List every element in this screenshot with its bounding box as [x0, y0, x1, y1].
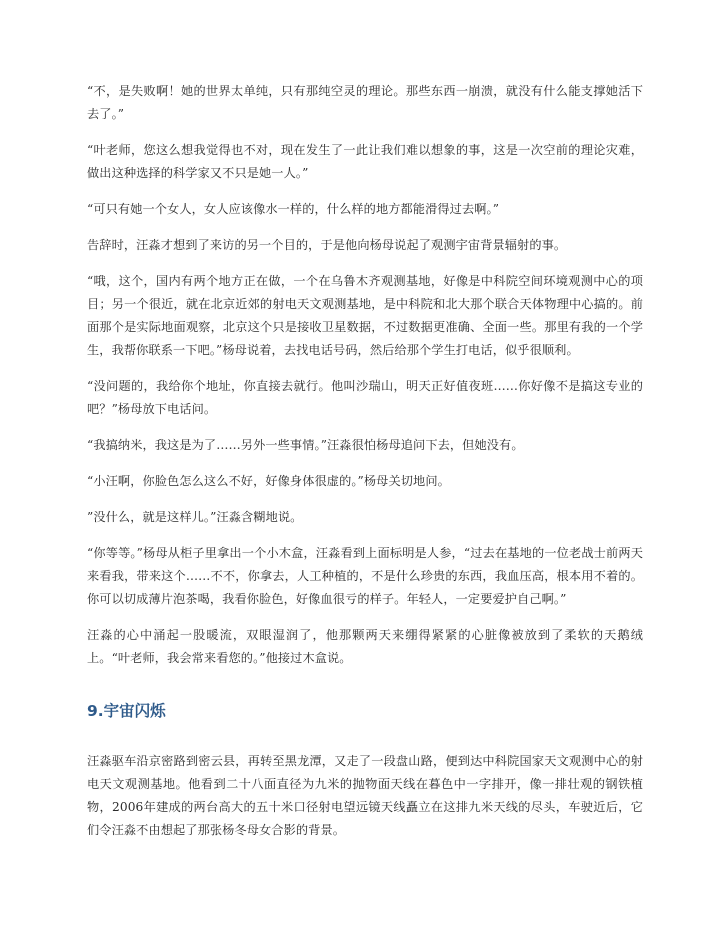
paragraph: “叶老师，您这么想我觉得也不对，现在发生了一此让我们难以想象的事，这是一次空前的理论灾难，做出这种选择的科学家又不只是她一人。”	[87, 143, 643, 180]
paragraph: “哦，这个，国内有两个地方正在做，一个在乌鲁木齐观测基地，好像是中科院空间环境观测中心的项目；另一个很近，就在北京近郊的射电天文观测基地，是中科院和北大那个联合天体物理中心搞的。前面那个是实际地面观察，北京这个只是接收卫星数据，不过数据更准确、全面一些。那里有我的一个学生，我帮你联系一下吧。”杨母说着，去找电话号码，然后给那个学生打电话，似乎很顺利。	[87, 274, 643, 357]
chapter-section	[87, 700, 643, 842]
paragraph: “你等等。”杨母从柜子里拿出一个小木盒，汪淼看到上面标明是人参，“过去在基地的一位老战士前两天来看我，带来这个……不不，你拿去，人工种植的，不是什么珍贵的东西，我血压高，根本用不着的。你可以切成薄片泡茶喝，我看你脸色，好像血很亏的样子。年轻人，一定要爱护自己啊。”	[87, 546, 643, 606]
paragraph: “小汪啊，你脸色怎么这么不好，好像身体很虚的。”杨母关切地问。	[87, 474, 450, 488]
paragraph: ”没什么，就是这样儿。”汪淼含糊地说。	[87, 510, 303, 524]
paragraph: “可只有她一个女人，女人应该像水一样的，什么样的地方都能滑得过去啊。”	[87, 202, 500, 216]
paragraph: 汪淼的心中涌起一股暖流，双眼湿润了，他那颗两天来绷得紧紧的心脏像被放到了柔软的天鹅绒上。“叶老师，我会常来看您的。”他接过木盒说。	[87, 628, 643, 665]
chapter-heading: 9.宇宙闪烁	[87, 702, 166, 720]
paragraph: “没问题的，我给你个地址，你直接去就行。他叫沙瑞山，明天正好值夜班……你好像不是搞这专业的吧？”杨母放下电话问。	[87, 379, 643, 416]
paragraph: 汪淼驱车沿京密路到密云县，再转至黑龙潭，又走了一段盘山路，便到达中科院国家天文观测中心的射电天文观测基地。他看到二十八面直径为九米的抛物面天线在暮色中一字排开，像一排壮观的钢铁植物，2006年建成的两台高大的五十米口径射电望远镜天线矗立在这排九米天线的尽头，车驶近后，它们令汪淼不由想起了那张杨冬母女合影的背景。	[87, 754, 643, 837]
paragraph: 告辞时，汪淼才想到了来访的另一个目的，于是他向杨母说起了观测宇宙背景辐射的事。	[87, 238, 567, 252]
document-body	[87, 80, 643, 855]
paragraph: “我搞纳米，我这是为了……另外一些事情。”汪淼很怕杨母追问下去，但她没有。	[87, 438, 524, 452]
paragraph: “不，是失败啊！她的世界太单纯，只有那纯空灵的理论。那些东西一崩溃，就没有什么能支撑她活下去了。”	[87, 84, 643, 121]
